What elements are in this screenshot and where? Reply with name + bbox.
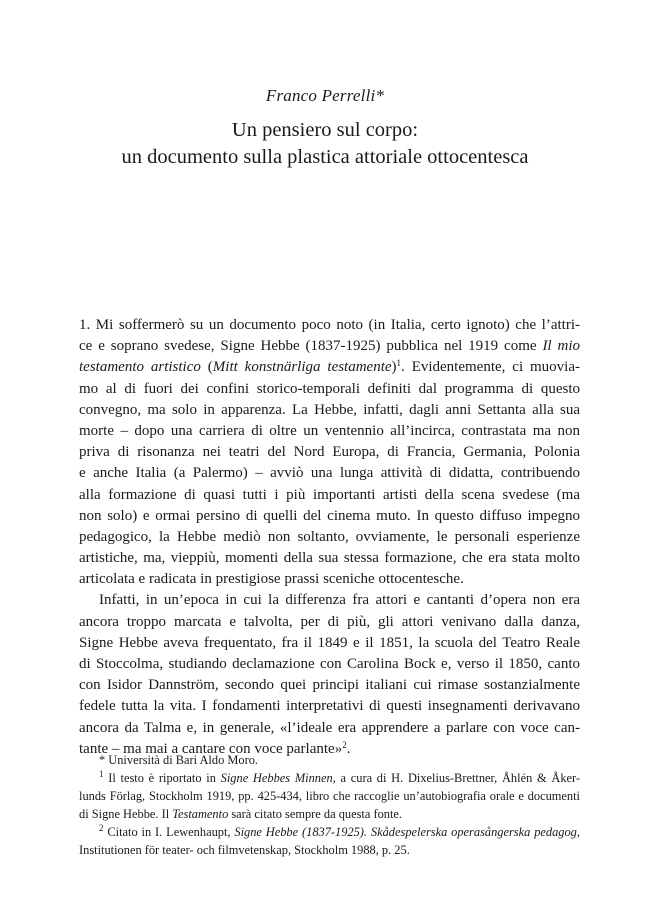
article-title (0, 117, 650, 171)
body-line: e anche Italia (a Palermo) – avviò una lunga attività di didatta, contribuendo (79, 465, 580, 482)
footnote-1-line: lunds Förlag, Stockholm 1919, pp. 425-434, libro che raccoglie un’autobiografia orale e documenti (79, 789, 580, 803)
body-line: alla formazione di quasi tutti i più importanti artisti della scena svedese (ma (79, 486, 580, 503)
footnote-1-line: di Signe Hebbe. Il Testamento sarà citato sempre da questa fonte. (79, 807, 403, 821)
body-line: articolata e radicata in prestigiose prassi sceniche ottocentesche. (79, 571, 464, 588)
body-line: testamento artistico (Mitt konstnärliga testamente)$^1$. Evidentemente, ci muovia- (79, 358, 580, 376)
body-line: ancora da Talma e, in generale, «l’ideale era apprendere a parlare con voce can- (79, 719, 580, 736)
body-line: artistiche, ma, vieppiù, momenti della sua stessa formazione, che era stata molto (79, 550, 580, 567)
body-line: ancora troppo marcata e talvolta, per di più, gli attori venivano dalla danza, (79, 613, 580, 630)
title-line-1: Un pensiero sul corpo: (231, 119, 419, 141)
body-line: di Stoccolma, studiando declamazione con Carolina Bock e, verso il 1850, canto (79, 656, 580, 672)
body-line: mo al di fuori dei confini storico-temporali definiti dal programma di questo (79, 380, 580, 397)
footnote-affiliation: * Università di Bari Aldo Moro. (99, 753, 258, 767)
title-line-2: un documento sulla plastica attoriale ottocentesca (121, 146, 529, 168)
footnote-2-line: Institutionen för teater- och filmvetenskap, Stockholm 1988, p. 25. (79, 843, 410, 857)
body-line: non solo) e ormai persino di quelli del cinema muto. In questo diffuso impegno (79, 507, 580, 524)
body-line: tante – ma mai a cantare con voce parlante»$^2$. (79, 739, 351, 757)
footnotes (79, 751, 580, 859)
body-line: Signe Hebbe aveva frequentato, fra il 1849 e il 1851, la scuola del Teatro Reale (79, 634, 580, 651)
body-line: con Isidor Dannström, secondo quei principi italiani cui rimase sostanzialmente (79, 677, 580, 694)
body-line: morte – dopo una carriera di oltre un ventennio all’incirca, contrastata ma non (79, 422, 580, 439)
body-line: priva di risonanza nei teatri del Nord Europa, di Francia, Germania, Polonia (79, 444, 580, 461)
footnote-ref-1: 1 (396, 358, 402, 369)
body-line: pedagogico, la Hebbe mediò non soltanto, ovviamente, le personali esperienze (79, 528, 580, 545)
body-line: fedele tutta la vita. I fondamenti interpretativi di questi insegnamenti derivavano (79, 698, 580, 715)
author-name: Franco Perrelli* (265, 86, 385, 105)
body-text (79, 315, 580, 760)
body-line: ce e soprano svedese, Signe Hebbe (1837-1925) pubblica nel 1919 come Il mio (79, 338, 580, 355)
body-line: Infatti, in un’epoca in cui la differenza fra attori e cantanti d’opera non era (99, 592, 580, 609)
body-line: 1. Mi soffermerò su un documento poco noto (in Italia, certo ignoto) che l’attri- (79, 317, 580, 333)
body-line: convegno, ma solo in apparenza. La Hebbe, infatti, dagli anni Settanta alla sua (79, 401, 580, 418)
footnote-1: $^1$ Il testo è riportato in Signe Hebbes Minnen, a cura di H. Dixelius-Brettner, Åhlén & Åker- (99, 769, 581, 785)
footnote-ref-2: 2 (342, 739, 347, 750)
footnote-2: $^2$ Citato in I. Lewenhaupt, Signe Hebbe (1837-1925). Skådespelerska operasångerska pedagog, (99, 823, 580, 839)
